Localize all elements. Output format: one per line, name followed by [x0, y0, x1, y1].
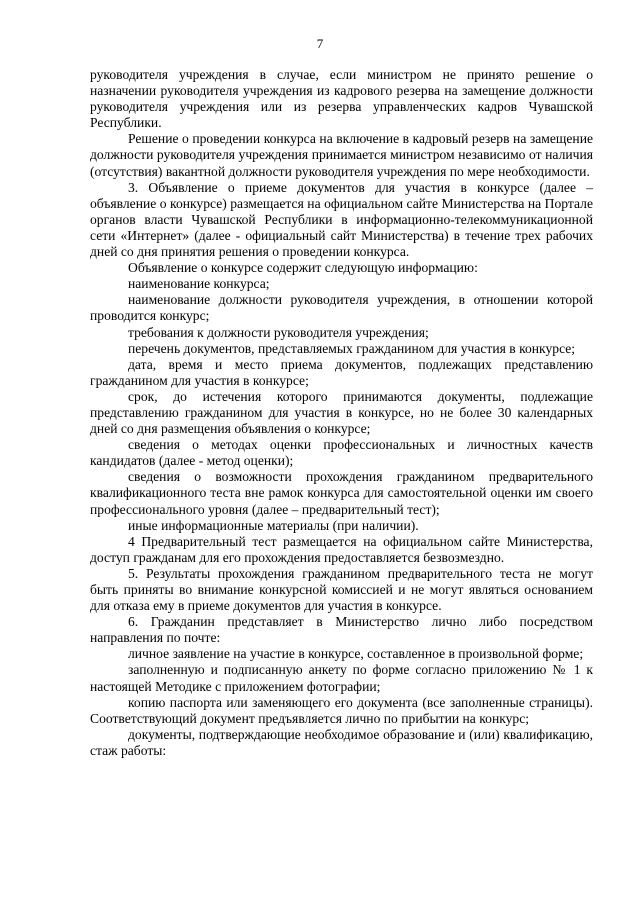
- paragraph: Объявление о конкурсе содержит следующую информацию:: [128, 260, 478, 276]
- list-item: личное заявление на участие в конкурсе, составленное в произвольной форме;: [128, 646, 584, 662]
- paragraph: 5. Результаты прохождения гражданином предварительного теста не могут быть приняты во внимание конкурсной комиссией и не могут являться основанием для отказа ему в приеме документов для участия в конкурсе.: [90, 565, 593, 614]
- list-item: документы, подтверждающие необходимое образование и (или) квалификацию, стаж работы:: [90, 726, 593, 758]
- list-item: копию паспорта или заменяющего его документа (все заполненные страницы). Соответствующий документ предъявляется лично по прибытии на конкурс;: [90, 694, 593, 726]
- list-item: срок, до истечения которого принимаются документы, подлежащие представлению гражданином для участия в конкурсе, но не более 30 календарных дней со дня размещения объявления о конкурсе;: [90, 388, 593, 437]
- page-number: 7: [316, 36, 324, 51]
- document-body: [90, 67, 593, 759]
- paragraph: 3. Объявление о приеме документов для участия в конкурсе (далее – объявление о конкурсе) размещается на официальном сайте Министерства на Портале органов власти Чувашской Республики в информационно-телекоммуникационной сети «Интернет» (далее - официальный сайт Министерства) в течение трех рабочих дней со дня принятия решения о проведении конкурса.: [90, 179, 593, 260]
- list-item: наименование должности руководителя учреждения, в отношении которой проводится конкурс;: [90, 292, 593, 324]
- list-item: сведения о возможности прохождения гражданином предварительного квалификационного теста вне рамок конкурса для самостоятельной оценки им своего профессионального уровня (далее – предварительный тест);: [90, 469, 593, 517]
- list-item: иные информационные материалы (при наличии).: [128, 517, 419, 533]
- paragraph: Решение о проведении конкурса на включение в кадровый резерв на замещение должности руководителя учреждения принимается министром независимо от наличия (отсутствия) вакантной должности руководителя учреждения по мере необходимости.: [90, 131, 593, 179]
- list-item: перечень документов, представляемых гражданином для участия в конкурсе;: [128, 340, 576, 356]
- list-item: сведения о методах оценки профессиональных и личностных качеств кандидатов (далее - метод оценки);: [90, 437, 593, 469]
- list-item: заполненную и подписанную анкету по форме согласно приложению № 1 к настоящей Методике с приложением фотографии;: [90, 662, 593, 694]
- paragraph: руководителя учреждения в случае, если министром не принято решение о назначении руководителя учреждения из кадрового резерва на замещение должности руководителя учреждения или из резерва управленческих кадров Чувашской Республики.: [90, 67, 593, 131]
- paragraph: 6. Гражданин представляет в Министерство лично либо посредством направления по почте:: [90, 614, 593, 646]
- paragraph: 4 Предварительный тест размещается на официальном сайте Министерства, доступ гражданам для его прохождения предоставляется безвозмездно.: [90, 533, 593, 565]
- list-item: дата, время и место приема документов, подлежащих представлению гражданином для участия в конкурсе;: [90, 356, 593, 388]
- list-item: требования к должности руководителя учреждения;: [128, 324, 429, 340]
- list-item: наименование конкурса;: [128, 276, 270, 292]
